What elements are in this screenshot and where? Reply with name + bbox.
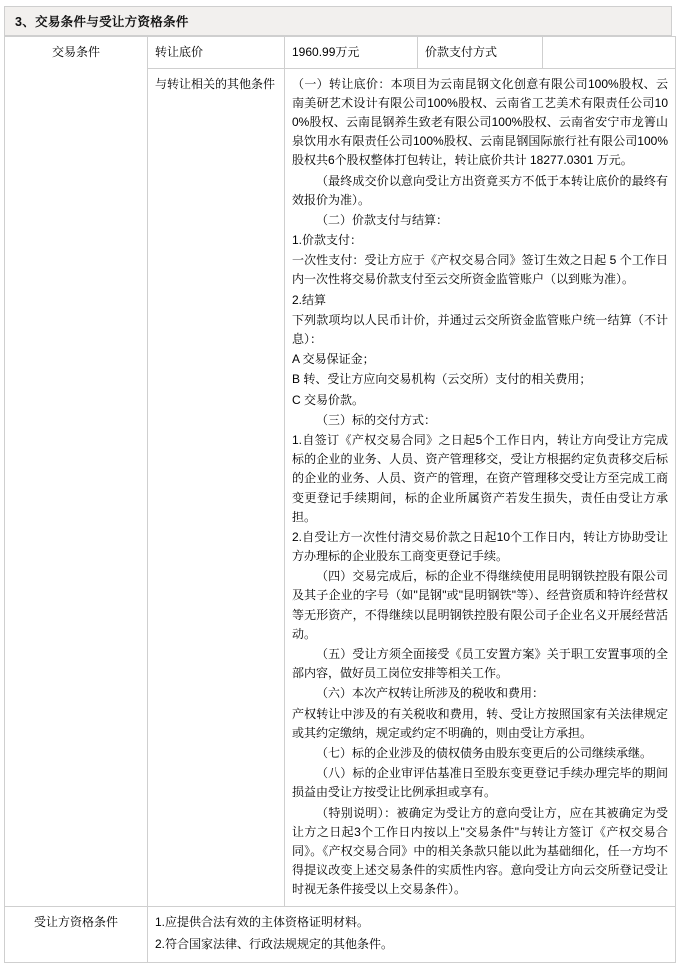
terms-table — [4, 36, 676, 963]
term-paragraph: （最终成交价以意向受让方出资竟买方不低于本转让底价的最终有效报价为准）。 — [292, 173, 668, 207]
table-row-qualification — [5, 907, 676, 962]
section-title: 交易条件与受让方资格条件 — [35, 15, 189, 29]
term-paragraph: （六）本次产权转让所涉及的税收和费用： — [316, 686, 545, 701]
term-paragraph: 1.自签订《产权交易合同》之日起5个工作日内，转让方向受让方完成标的企业的业务、人员、资产管理移交，受让方根据约定负责移交后标的企业的业务、人员、资产的管理，在资产管理移交受让方至完成工商变更登记手续期间，标的企业所属资产若发生损失，责任由受让方承担。 — [292, 432, 668, 524]
section-header — [4, 6, 672, 36]
section-number: 3、 — [15, 15, 36, 29]
term-paragraph: （三）标的交付方式： — [316, 412, 437, 427]
term-paragraph: （八）标的企业审评估基准日至股东变更登记手续办理完毕的期间损益由受让方按受让比例承担或享有。 — [292, 766, 668, 800]
term-paragraph: （二）价款支付与结算： — [316, 212, 449, 227]
term-paragraph: B 转、受让方应向交易机构（云交所）支付的相关费用； — [292, 372, 592, 387]
term-paragraph: （四）交易完成后，标的企业不得继续使用昆明钢铁控股有限公司及其子企业的字号（如"昆钢"或"昆明钢铁"等）、经营资质和特许经营权等无形资产，不得继续以昆明钢铁控股有限公司子企业名义开展经营活动。 — [292, 569, 668, 641]
term-paragraph: （七）标的企业涉及的债权债务由股东变更后的公司继续承继。 — [316, 745, 653, 760]
term-paragraph: 2.结算 — [292, 292, 327, 307]
label-base-price: 转让底价 — [148, 37, 285, 69]
table-row-base-price — [5, 37, 676, 69]
term-paragraph: 1.价款支付： — [292, 233, 363, 248]
label-other-terms: 与转让相关的其他条件 — [148, 68, 285, 907]
row-label-qualification: 受让方资格条件 — [5, 907, 148, 962]
label-payment-method: 价款支付方式 — [418, 37, 543, 69]
qualification-item: 2.符合国家法律、行政法规规定的其他条件。 — [155, 936, 394, 951]
value-base-price: 1960.99万元 — [285, 37, 418, 69]
term-paragraph: 产权转让中涉及的有关税收和费用，转、受让方按照国家有关法律规定或其约定缴纳，规定或约定不明确的，则由受让方承担。 — [292, 706, 668, 740]
qualification-content — [148, 907, 676, 962]
term-paragraph: （五）受让方须全面接受《员工安置方案》关于职工安置事项的全部内容，做好员工岗位安排等相关工作。 — [292, 647, 668, 681]
value-payment-method — [543, 37, 676, 69]
other-terms-content — [285, 68, 676, 907]
term-paragraph: C 交易价款。 — [292, 392, 365, 407]
row-label-transfer-terms: 交易条件 — [5, 37, 148, 907]
term-paragraph: （一）转让底价：本项目为云南昆钢文化创意有限公司100%股权、云南美研艺术设计有限公司100%股权、云南省工艺美术有限责任公司100%股权、云南昆钢养生致老有限公司100%股权、云南省安宁市龙箐山泉饮用水有限责任公司100%股权、云南昆钢国际旅行社有限公司100%股权共6个股权整体打包转让，转让底价共计 18277.0301 万元。 — [292, 76, 668, 168]
term-paragraph: 一次性支付：受让方应于《产权交易合同》签订生效之日起 5 个工作日内一次性将交易价款支付至云交所资金监管账户（以到账为准）。 — [292, 253, 668, 287]
qualification-item: 1.应提供合法有效的主体资格证明材料。 — [155, 915, 370, 930]
term-paragraph: 下列款项均以人民币计价，并通过云交所资金监管账户统一结算（不计息）： — [292, 312, 668, 347]
term-paragraph: 2.自受让方一次性付清交易价款之日起10个工作日内，转让方协助受让方办理标的企业股东工商变更登记手续。 — [292, 529, 668, 564]
term-paragraph: （特别说明）：被确定为受让方的意向受让方，应在其被确定为受让方之日起3个工作日内按以上"交易条件"与转让方签订《产权交易合同》。《产权交易合同》中的相关条款只能以此为基础细化，任一方均不得提议改变上述交易条件的实质性内容。意向受让方向云交所登记受让时视无条件接受以上交易条件）。 — [292, 805, 668, 897]
term-paragraph: A 交易保证金； — [292, 352, 375, 367]
